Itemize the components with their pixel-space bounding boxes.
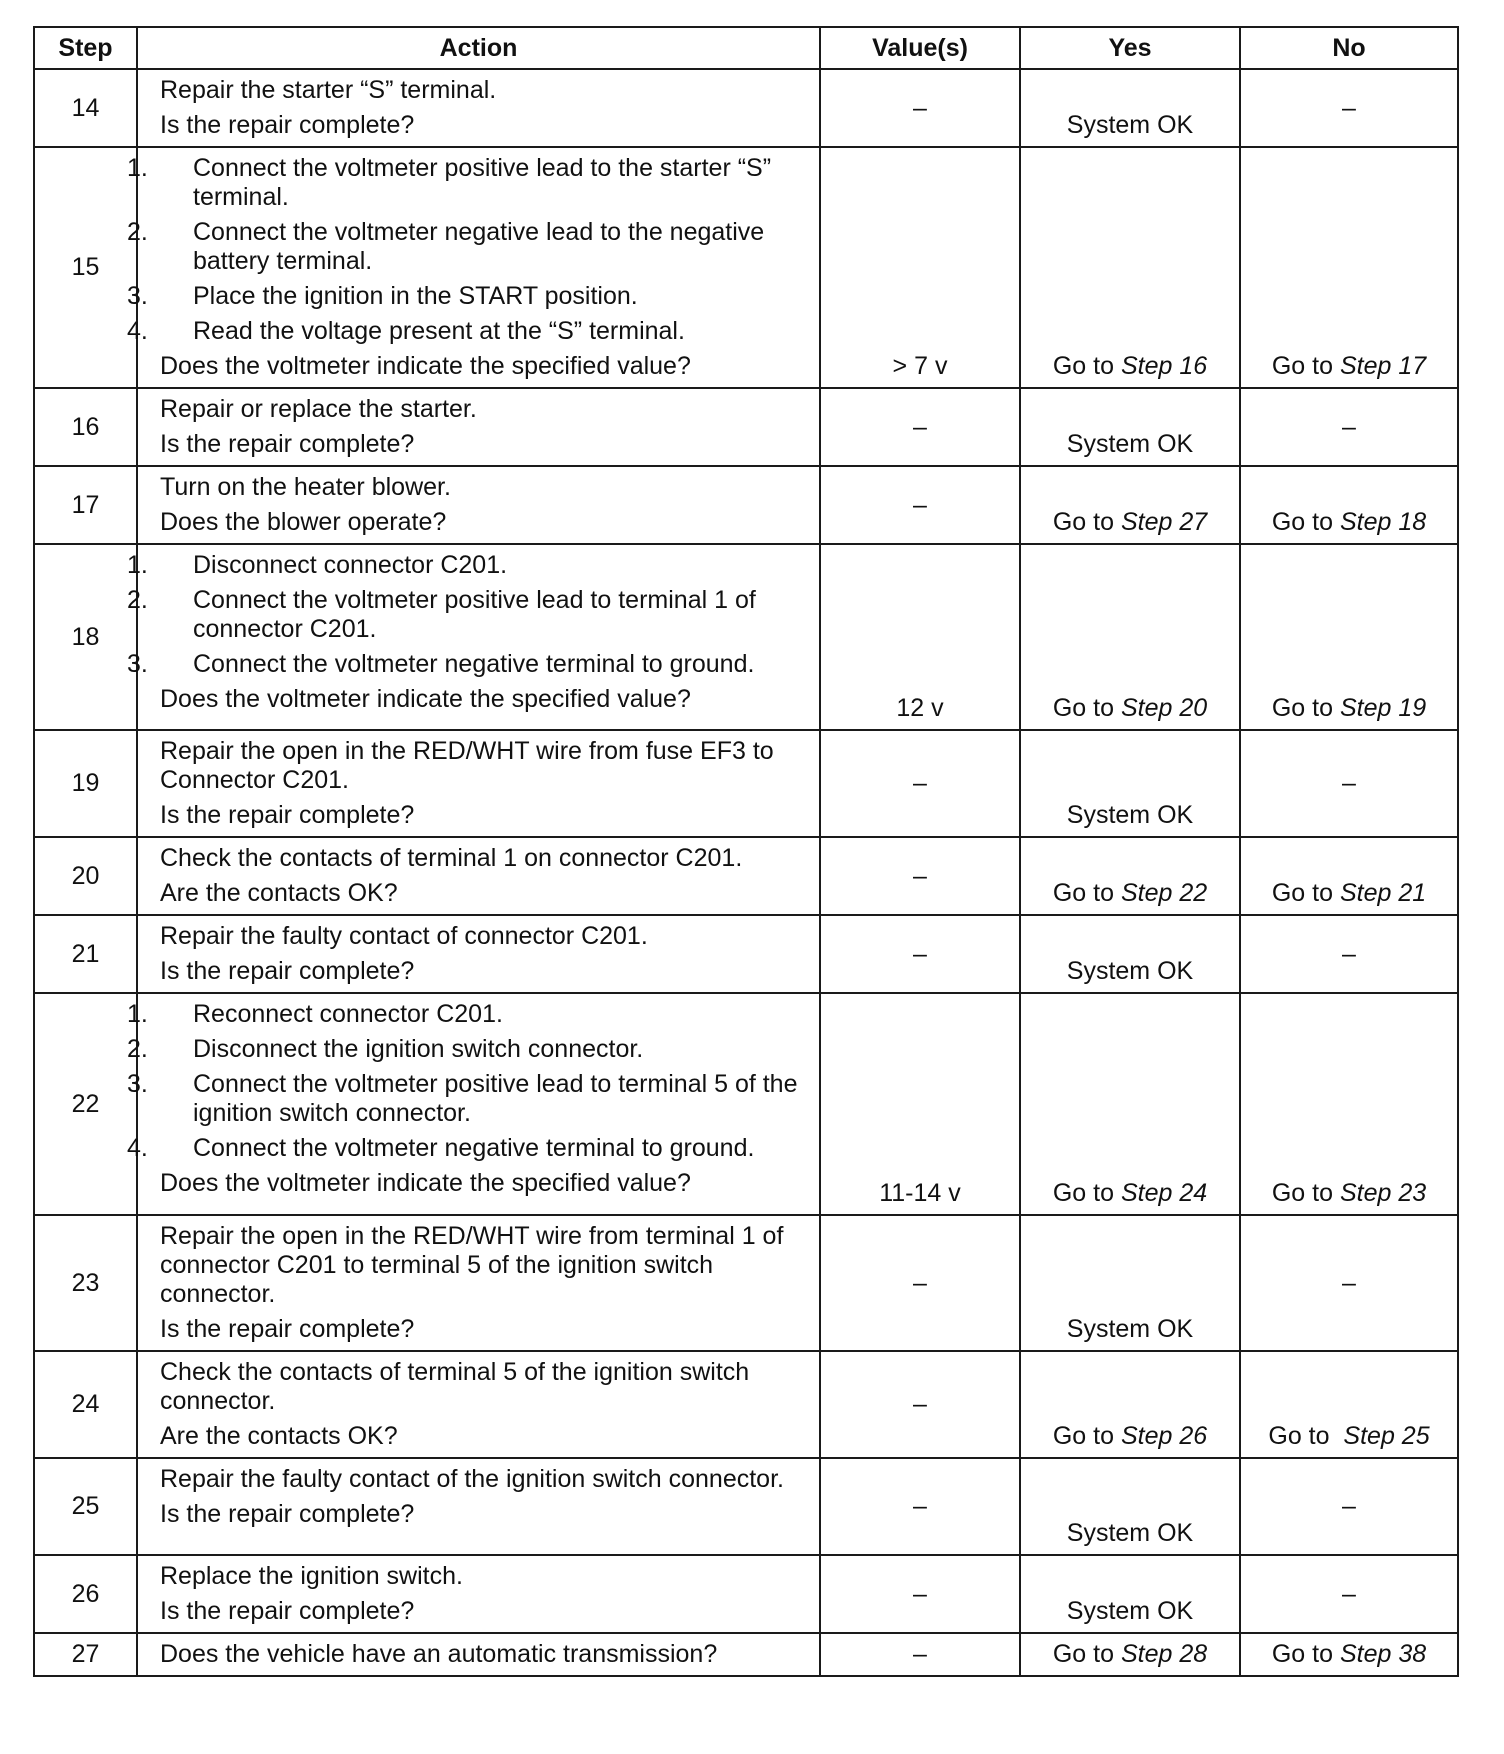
step-cell: 27 [34, 1633, 137, 1676]
yes-cell: System OK [1020, 1215, 1240, 1351]
value-cell: – [820, 388, 1020, 466]
table-row [34, 1351, 1458, 1458]
action-line: 1. Disconnect connector C201. [127, 551, 508, 579]
yes-cell: Go to Step 26 [1020, 1351, 1240, 1458]
table-row [34, 69, 1458, 147]
value-cell: – [820, 69, 1020, 147]
action-cell [137, 69, 820, 147]
step-cell: 21 [34, 915, 137, 993]
action-line: Does the voltmeter indicate the specified value? [160, 352, 691, 380]
action-cell [137, 388, 820, 466]
no-cell: – [1240, 388, 1458, 466]
action-line: Are the contacts OK? [160, 1422, 398, 1450]
header-yes: Yes [1020, 27, 1240, 69]
action-cell [137, 1351, 820, 1458]
action-line: Repair the open in the RED/WHT wire from terminal 1 of connector C201 to terminal 5 of the ignition switch connector. [160, 1222, 784, 1308]
action-line: Is the repair complete? [160, 1597, 415, 1625]
yes-cell: System OK [1020, 915, 1240, 993]
no-cell: – [1240, 1215, 1458, 1351]
action-line: Is the repair complete? [160, 111, 415, 139]
yes-cell: System OK [1020, 388, 1240, 466]
action-line: 2. Disconnect the ignition switch connector. [127, 1035, 644, 1063]
table-row [34, 147, 1458, 388]
value-cell: – [820, 1215, 1020, 1351]
value-cell: – [820, 1633, 1020, 1676]
table-row [34, 915, 1458, 993]
no-cell: Go to Step 18 [1240, 466, 1458, 544]
step-cell: 14 [34, 69, 137, 147]
action-cell [137, 1555, 820, 1633]
no-cell: – [1240, 1555, 1458, 1633]
table-row [34, 730, 1458, 837]
action-line: Is the repair complete? [160, 801, 415, 829]
value-cell: – [820, 837, 1020, 915]
action-line: 4. Connect the voltmeter negative terminal to ground. [127, 1134, 755, 1162]
action-line: Repair the open in the RED/WHT wire from fuse EF3 to Connector C201. [160, 737, 774, 794]
value-cell: – [820, 730, 1020, 837]
action-line: Repair the faulty contact of connector C201. [160, 922, 648, 950]
action-line: 4. Read the voltage present at the “S” terminal. [127, 317, 685, 345]
action-line: 3. Connect the voltmeter positive lead to terminal 5 of the ignition switch connector. [127, 1070, 798, 1127]
value-cell: – [820, 915, 1020, 993]
action-line: Repair or replace the starter. [160, 395, 477, 423]
value-cell: – [820, 1351, 1020, 1458]
action-line: Is the repair complete? [160, 1500, 415, 1528]
step-cell: 15 [34, 147, 137, 388]
no-cell: – [1240, 69, 1458, 147]
diagnostic-table [33, 26, 1459, 1677]
header-action: Action [137, 27, 820, 69]
action-line: 2. Connect the voltmeter negative lead to the negative battery terminal. [127, 218, 765, 275]
step-cell: 23 [34, 1215, 137, 1351]
action-cell [127, 544, 820, 730]
action-line: Is the repair complete? [160, 957, 415, 985]
action-cell [137, 730, 820, 837]
action-line: Does the vehicle have an automatic transmission? [160, 1640, 718, 1668]
header-step: Step [34, 27, 137, 69]
value-cell: – [820, 1555, 1020, 1633]
yes-cell: Go to Step 28 [1020, 1633, 1240, 1676]
action-cell [137, 1633, 820, 1676]
yes-cell: Go to Step 27 [1020, 466, 1240, 544]
step-cell: 24 [34, 1351, 137, 1458]
no-cell: Go to Step 25 [1240, 1351, 1458, 1458]
value-cell: > 7 v [820, 147, 1020, 388]
action-line: Is the repair complete? [160, 430, 415, 458]
table-row [34, 1215, 1458, 1351]
no-cell: Go to Step 19 [1240, 544, 1458, 730]
header-no: No [1240, 27, 1458, 69]
action-line: Check the contacts of terminal 5 of the ignition switch connector. [160, 1358, 750, 1415]
action-cell [137, 1458, 820, 1555]
value-cell: – [820, 1458, 1020, 1555]
no-cell: Go to Step 38 [1240, 1633, 1458, 1676]
no-cell: – [1240, 915, 1458, 993]
table-row [34, 466, 1458, 544]
no-cell: Go to Step 23 [1240, 993, 1458, 1215]
step-cell: 16 [34, 388, 137, 466]
action-cell [127, 993, 820, 1215]
header-values: Value(s) [820, 27, 1020, 69]
action-line: 1. Connect the voltmeter positive lead to the starter “S” terminal. [127, 154, 772, 211]
action-line: Repair the starter “S” terminal. [160, 76, 497, 104]
no-cell: Go to Step 17 [1240, 147, 1458, 388]
step-cell: 22 [34, 993, 137, 1215]
yes-cell: Go to Step 16 [1020, 147, 1240, 388]
step-cell: 19 [34, 730, 137, 837]
action-line: 3. Connect the voltmeter negative terminal to ground. [127, 650, 755, 678]
action-line: Does the voltmeter indicate the specified value? [160, 685, 691, 713]
yes-cell: System OK [1020, 1555, 1240, 1633]
action-line: Is the repair complete? [160, 1315, 415, 1343]
yes-cell: Go to Step 24 [1020, 993, 1240, 1215]
table-row [34, 1633, 1458, 1676]
no-cell: – [1240, 1458, 1458, 1555]
table-row [34, 1555, 1458, 1633]
action-line: Does the blower operate? [160, 508, 447, 536]
yes-cell: Go to Step 20 [1020, 544, 1240, 730]
action-line: Does the voltmeter indicate the specified value? [160, 1169, 691, 1197]
table-row [34, 993, 1458, 1215]
yes-cell: System OK [1020, 69, 1240, 147]
action-line: Check the contacts of terminal 1 on connector C201. [160, 844, 743, 872]
yes-cell: Go to Step 22 [1020, 837, 1240, 915]
action-cell [137, 1215, 820, 1351]
table-row [34, 837, 1458, 915]
table-row [34, 1458, 1458, 1555]
table-row [34, 544, 1458, 730]
step-cell: 17 [34, 466, 137, 544]
table-row [34, 388, 1458, 466]
no-cell: Go to Step 21 [1240, 837, 1458, 915]
action-line: Turn on the heater blower. [160, 473, 451, 501]
value-cell: 11-14 v [820, 993, 1020, 1215]
step-cell: 25 [34, 1458, 137, 1555]
action-cell [137, 837, 820, 915]
diagnostic-table-sheet [33, 26, 1457, 1677]
action-line: Replace the ignition switch. [160, 1562, 463, 1590]
action-cell [137, 915, 820, 993]
step-cell: 18 [34, 544, 137, 730]
no-cell: – [1240, 730, 1458, 837]
action-cell [127, 147, 820, 388]
action-line: 3. Place the ignition in the START position. [127, 282, 638, 310]
action-line: Are the contacts OK? [160, 879, 398, 907]
step-cell: 20 [34, 837, 137, 915]
value-cell: 12 v [820, 544, 1020, 730]
action-cell [137, 466, 820, 544]
action-line: 1. Reconnect connector C201. [127, 1000, 503, 1028]
header-row [34, 27, 1458, 69]
value-cell: – [820, 466, 1020, 544]
yes-cell: System OK [1020, 1458, 1240, 1555]
action-line: Repair the faulty contact of the ignition switch connector. [160, 1465, 784, 1493]
yes-cell: System OK [1020, 730, 1240, 837]
action-line: 2. Connect the voltmeter positive lead to terminal 1 of connector C201. [127, 586, 756, 643]
step-cell: 26 [34, 1555, 137, 1633]
